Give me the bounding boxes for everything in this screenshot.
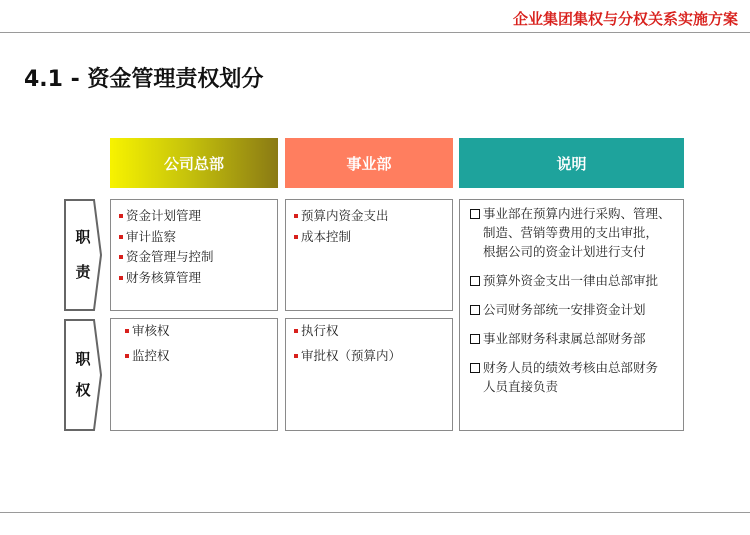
note-item: 事业部在预算内进行采购、管理、 制造、营销等费用的支出审批， 根据公司的资金计划进行支付 bbox=[470, 204, 679, 261]
list-item: 资金管理与控制 bbox=[119, 251, 271, 264]
row-label-duty-char1: 职 bbox=[75, 228, 91, 246]
row-label-authority-char2: 权 bbox=[75, 381, 91, 399]
document-header-title: 企业集团集权与分权关系实施方案 bbox=[512, 10, 738, 28]
column-header-hq: 公司总部 bbox=[110, 138, 278, 188]
list-item: 财务核算管理 bbox=[119, 272, 271, 285]
checkbox-square-icon bbox=[470, 305, 480, 315]
list-item: 审计监察 bbox=[119, 231, 271, 244]
list-item: 执行权 bbox=[294, 325, 446, 338]
list-item: 审批权（预算内） bbox=[294, 350, 446, 363]
cell-hq-authority bbox=[110, 318, 278, 431]
row-label-authority bbox=[64, 319, 102, 431]
cell-business-unit-authority bbox=[285, 318, 453, 431]
bullet-icon bbox=[125, 354, 129, 358]
column-header-business-unit: 事业部 bbox=[285, 138, 453, 188]
top-divider bbox=[0, 32, 750, 33]
checkbox-square-icon bbox=[470, 209, 480, 219]
row-tab-arrow-shape bbox=[64, 319, 102, 431]
bullet-icon bbox=[294, 214, 298, 218]
row-label-duty-char2: 责 bbox=[75, 263, 91, 281]
list-item: 资金计划管理 bbox=[119, 210, 271, 223]
checkbox-square-icon bbox=[470, 363, 480, 373]
list-item: 预算内资金支出 bbox=[294, 210, 446, 223]
bullet-icon bbox=[119, 214, 123, 218]
bullet-icon bbox=[294, 235, 298, 239]
page-title: 4.1 - 资金管理责权划分 bbox=[24, 67, 264, 92]
list-item: 成本控制 bbox=[294, 231, 446, 244]
checkbox-square-icon bbox=[470, 334, 480, 344]
cell-business-unit-duty bbox=[285, 199, 453, 311]
cell-notes bbox=[459, 199, 684, 431]
bullet-icon bbox=[294, 354, 298, 358]
checkbox-square-icon bbox=[470, 276, 480, 286]
cell-hq-duty bbox=[110, 199, 278, 311]
row-label-authority-char1: 职 bbox=[75, 350, 91, 368]
bullet-icon bbox=[119, 255, 123, 259]
list-item: 审核权 bbox=[125, 325, 271, 338]
note-item: 财务人员的绩效考核由总部财务 人员直接负责 bbox=[470, 358, 679, 396]
bullet-icon bbox=[294, 329, 298, 333]
row-label-duty bbox=[64, 199, 102, 311]
note-item: 公司财务部统一安排资金计划 bbox=[470, 300, 679, 319]
bullet-icon bbox=[125, 329, 129, 333]
bullet-icon bbox=[119, 235, 123, 239]
column-header-notes: 说明 bbox=[459, 138, 684, 188]
list-item: 监控权 bbox=[125, 350, 271, 363]
bottom-divider bbox=[0, 512, 750, 513]
bullet-icon bbox=[119, 276, 123, 280]
note-item: 事业部财务科隶属总部财务部 bbox=[470, 329, 679, 348]
row-tab-arrow-shape bbox=[64, 199, 102, 311]
note-item: 预算外资金支出一律由总部审批 bbox=[470, 271, 679, 290]
